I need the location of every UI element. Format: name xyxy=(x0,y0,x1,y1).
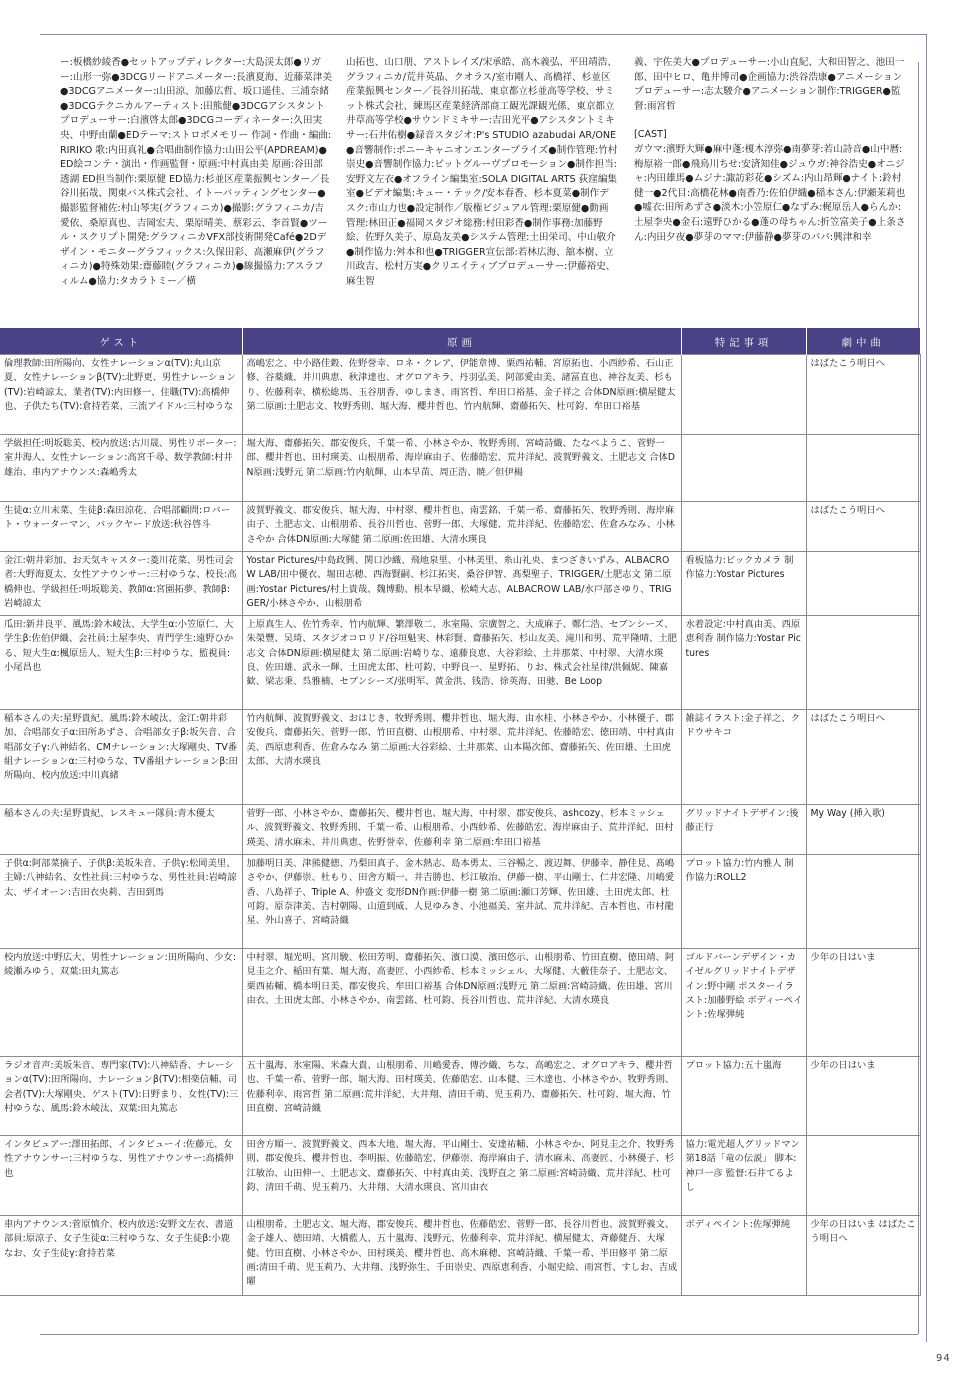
genga-cell: 中村翠、堀光明、宮川駿、松田芳明、齋藤拓矢、濱口漠、濱田悠示、山根朋希、竹田直樹、徳田靖、阿見圭之介、稲田有葉、堀大海、高妻匠、小西紗希、杉本ミッシェル、大塚健、大藪佳奈子、土肥志文、栗西祐輔、橋本明日美、郡安俊兵、牟田口裕基 合体DN原画:浅野元 第二原画:宮崎詩織、佐田雄、宮川由衣、土田虎太郎、小林さやか、南雲銘、杜可鈞、長谷川哲也、荒井洋紀、大清水瑛良 xyxy=(242,949,681,1057)
notes-cell: プロット協力:竹内雅人 制作協力:ROLL2 xyxy=(681,855,806,949)
genga-cell: 田舎方順一、波賀野義文、西本大地、堀大海、平山剛士、安達祐輔、小林さやか、阿見圭之介、牧野秀則、郡安俊兵、櫻井哲也、李明振、佐藤皓宏、伊藤崇、海岸麻由子、清水麻未、高妻匠、小林優子、杉江敏治、山田伸一、土肥志文、齋藤拓矢、中村真由美、浅野直之 第二原画:宮崎詩織、荒井洋紀、杜可鈞、清田千萌、児玉莉乃、大井翔、大清水瑛良、宮川由衣 xyxy=(242,1136,681,1216)
notes-cell: 看板協力:ビックカメラ 制作協力:Yostar Pictures xyxy=(681,552,806,616)
table-row xyxy=(0,1216,920,1296)
column-header-song: 劇中曲 xyxy=(806,328,920,355)
genga-cell: 菅野一郎、小林さやか、齋藤拓矢、櫻井哲也、堀大海、中村翠、郡安俊兵、ashcozy、杉本ミッシェル、波賀野義文、牧野秀則、千葉一希、山根朋希、小西紗希、佐藤皓宏、海岸麻由子、荒井洋紀、田村瑛美、清水麻未、井川典恵、佐野誉幸、佐藤利幸 第二原画:牟田口裕基 xyxy=(242,805,681,855)
page-number: 94 xyxy=(936,1353,951,1364)
credits-column-2 xyxy=(346,56,618,290)
notes-cell: ゴルドバーンデザイン・カイゼルグリッドナイトデザイン:野中剛 ポスターイラスト:加藤野絵 ボディーペイント:佐塚弾純 xyxy=(681,949,806,1057)
notes-cell xyxy=(681,435,806,502)
guest-cell: ラジオ音声:美坂朱音、専門家(TV):八神結香、ナレーションα(TV):田所陽向、ナレーションβ(TV):相楽信輔、司会者(TV):大塚剛央、ゲスト(TV):日野まり、女性(TV):三村ゆうな、風馬:鈴木崚汰、双葉:田丸篤志 xyxy=(0,1057,242,1136)
song-cell xyxy=(806,1136,920,1216)
credits-column-1 xyxy=(60,56,332,290)
genga-cell: 山根朋希、土肥志文、堀大海、郡安俊兵、櫻井哲也、佐藤皓宏、菅野一郎、長谷川哲也、波賀野義文、金子雄人、徳田靖、大橋藍人、五十嵐海、浅野元、佐藤利幸、荒井洋紀、横屋健太、斉藤健吾、大塚健、竹田直樹、小林さやか、田村瑛美、櫻井哲也、高木麻穂、宮崎詩織、千葉一希、半田修平 第二原画:清田千萌、児玉莉乃、大井翔、浅野弥生、千田崇史、西原恵利香、小堀史絵、雨宮哲、すしお、吉成曜 xyxy=(242,1216,681,1296)
guest-cell: 車内アナウンス:菅原慎介、校内放送:安野文左衣、書道部員:原涼子、女子生徒α:三村ゆうな、女子生徒β:小鹿なお、女子生徒γ:倉持若菜 xyxy=(0,1216,242,1296)
guest-cell: 生徒α:立川末菜、生徒β:森田涼花、合唱部顧問:ロバート・ウォーターマン、バックヤード放送:秋谷啓斗 xyxy=(0,502,242,552)
column-header-notes: 特記事項 xyxy=(681,328,806,355)
table-row xyxy=(0,855,920,949)
notes-cell: 協力:電光超人グリッドマン 第18話「竜の伝説」 脚本:神戸一彦 監督:石井てるよし xyxy=(681,1136,806,1216)
frame-bottom-line xyxy=(40,1334,918,1335)
song-cell: はばたこう明日へ xyxy=(806,710,920,805)
song-cell: はばたこう明日へ xyxy=(806,502,920,552)
table-row xyxy=(0,805,920,855)
song-cell: My Way (挿入歌) xyxy=(806,805,920,855)
guest-cell: インタビュアー:澤田拓郎、インタビューイ:佐藤元、女性アナウンサー:三村ゆうな、男性アナウンサー:高橋伸也 xyxy=(0,1136,242,1216)
genga-cell: 上原真生人、佐竹秀幸、竹内航輝、繁澤敬二、氷室陽、宗廣智之、大成麻子、鄭仁浩、セブンシーズ、朱榮豐、吴琦、スタジオコロリド/谷垣魁実、林彩賢、齋藤拓矢、杉山友美、滝川和男、荒平隆晴、土肥志文 合体DN原画:横屋健太 第二原画:岩崎りな、遠藤良恵、大谷彩絵、土井那菜、中村翠、大清水瑛良、佐田雄、武永一輝、土田虎太郎、杜可鈞、中野良一、星野拓、りお、株式会社星律/洪佩妮、陳嘉歓、梁志秉、呉雅楠、セブンシーズ/张明军、黄金洪、钱浩、徐英海、田驰、Be Loop xyxy=(242,616,681,710)
episode-credits-table xyxy=(0,328,921,1296)
frame-top-corner-line xyxy=(910,34,927,51)
credits-text: 義、宇佐美大●プロデューサー:小山直紀、大和田智之、池田一郎、田中ヒロ、亀井博司●企画協力:渋谷浩康●アニメーションプロデューサー:志太駿介●アニメーション制作:TRIGGER●監督:雨宮哲 xyxy=(634,57,905,112)
table-row xyxy=(0,616,920,710)
table-row xyxy=(0,435,920,502)
song-cell: 少年の日はいま xyxy=(806,949,920,1057)
guest-cell: 金江:朝井彩加、お天気キャスター:菱川花菜、男性司会者:大野海夏太、女性アナウンサー:三村ゆうな、校長:高橋伸也、学級担任:明坂聡美、教師α:宮園拓夢、教師β:岩崎諒太 xyxy=(0,552,242,616)
frame-right-line xyxy=(926,50,927,1342)
table-row xyxy=(0,710,920,805)
credits-text: 山拓也、山口朋、アストレイズ/宋承皓、高木義弘、平田靖浩、グラフィニカ/荒井英晶、クオラス/室市剛人、高橋祥、杉並区産業振興センター／長谷川拓哉、東京都立杉並高等学校、サミット株式会社、練馬区産業経済部商工観光課観光係、東京都立井草高等学校●サウンドミキサー:吉田光平●アシスタントミキサー:石井佑樹●録音スタジオ:P's STUDIO azabudai AR/ONE●音響制作:ポニーキャニオンエンタープライズ●制作管理:竹村崇史●音響制作協力:ビットグルーヴプロモーション●制作担当:安野文左衣●オフライン編集室:SOLA DIGITAL ARTS 荻窪編集室●ビデオ編集:キュー・テック/安本春香、杉本夏菜●制作デスク:市山力也●設定制作／版権ビジュアル管理:栗原健●動画管理:林田正●福岡スタジオ総務:村田彩香●制作事務:加藤野絵、佐野久美子、原島友美●システム管理:土田栄司、中山敬介●制作協力:舛本和也●TRIGGER宣伝部:若林広海、舘本樹、立川政吉、松村万実●クリエイティブプロデューサー:伊藤裕史、麻生智 xyxy=(346,57,618,287)
table-header-row xyxy=(0,328,920,355)
notes-cell xyxy=(681,355,806,435)
guest-cell: 校内放送:中野広大、男性ナレーション:田所陽向、少女:綾瀬みゆう、双葉:田丸篤志 xyxy=(0,949,242,1057)
guest-cell: 学級担任:明坂聡美、校内放送:古川晟、男性リポーター:室井海人、女性ナレーション:高宮千尋、数学教師:村井雄治、車内アナウンス:森嶋秀太 xyxy=(0,435,242,502)
table-row xyxy=(0,502,920,552)
notes-cell: グリッドナイトデザイン:後藤正行 xyxy=(681,805,806,855)
column-header-guest: ゲスト xyxy=(0,328,242,355)
credits-text: ー:板橋紗綾香●セットアップディレクター:大島渓太郎●リガー:山形一弥●3DCGリードアニメーター:長濱夏海、近藤菜津美●3DCGアニメーター:山田涼、加藤広哲、坂口遥佳、三浦奈緒●3DCGテクニカルアーティスト:田熊健●3DCGアシスタントプロデューサー:白濱啓太郎●3DCGコーディネーター:久田実央、中野由蘭●EDテーマ:ストロボメモリー 作詞・作曲・編曲:RIRIKO 歌:内田真礼●合唱曲制作協力:山田公平(APDREAM)●ED絵コンテ・演出・作画監督・原画:中村真由美 原画:谷田部透湖 ED担当制作:栗原健 ED協力:杉並区産業振興センター／長谷川拓哉、関東バス株式会社、イトーバッティングセンター●撮影監督補佐:村山琴実(グラフィニカ)●撮影:グラフィニカ/吉愛依、桑原真也、吉岡宏夫、栗原晴美、蔡彩云、李首賢●ツール・スクリプト開発:グラフィニカVFX部技術開発Café●2Dデザイン・モニターグラフィックス:久保田彩、高瀬麻伊(グラフィニカ)●特殊効果:齋藤睦(グラフィニカ)●線撮協力:アスラフィルム●協力:タカラトミー／横 xyxy=(60,57,332,287)
notes-cell: プロット協力:五十嵐海 xyxy=(681,1057,806,1136)
song-cell: 少年の日はいま xyxy=(806,1057,920,1136)
cast-heading: [CAST] xyxy=(634,129,667,141)
table-row xyxy=(0,1057,920,1136)
song-cell: 少年の日はいま はばたこう明日へ xyxy=(806,1216,920,1296)
song-cell xyxy=(806,616,920,710)
frame-top-line xyxy=(40,34,910,35)
guest-cell: 子供α:阿部菜摘子、子供β:美坂朱音、子供γ:松岡美里、主婦:八神結名、女性社員:三村ゆうな、男性社員:岩崎諒太、ザイオーン:吉田衣央莉、吉田到馬 xyxy=(0,855,242,949)
genga-cell: Yostar Pictures/中島政興、関口沙織、飛地泉里、小林美里、糸山礼央、まつざきいずみ、ALBACROW LAB/田中優衣、堀田志穂、西海賢嗣、杉江拓実、桑谷伊智、髙梨聖子、TRIGGER/土肥志文 第二原画:Yostar Pictures/村上貴哉、魏博勳、根本早織、松崎大志、ALBACROW LAB/水戸部さゆり、TRIGGER/小林さやか、山根朋希 xyxy=(242,552,681,616)
notes-cell: 雑誌イラスト:金子祥之、クドウサキコ xyxy=(681,710,806,805)
genga-cell: 加藤明日美、津熊健徳、乃梨田真子、金木熱志、島本勇太、三谷暢之、渡辺舞、伊藤幸、静佳見、髙嶋さやか、伊藤崇、杜もり、田舎方順一、井吉勝也、杉江敏治、伊藤一樹、平山剛士、仁井宏隆、川嶋愛香、八島祥子、Triple A、仲盛文 変形DN作画:伊藤一樹 第二原画:瀬口芳輝、佐田雄、土田虎太郎、杜可鈞、原奈津美、吉村朝陽、山道到威、人見ゆみき、小池福美、室井試、荒井洋紀、吉本哲也、市村龍星、外山喜子、宮崎詩織 xyxy=(242,855,681,949)
guest-cell: 稲本さんの夫:星野貴紀、風馬:鈴木崚汰、金江:朝井彩加、合唱部女子α:田所あずさ、合唱部女子β:坂矢音、合唱部女子γ:八神結名、CMナレーション:大塚剛央、TV番組ナレーションα:三村ゆうな、TV番組ナレーションβ:田所陽向、校内放送:中川真緒 xyxy=(0,710,242,805)
guest-cell: 倫理教師:田所陽向、女性ナレーションα(TV):丸山京夏、女性ナレーションβ(TV):北野更、男性ナレーション(TV):岩崎諒太、業者(TV):内田修一、住職(TV):高橋伸也、子供たち(TV):倉持若菜、三流アイドル:三村ゆうな xyxy=(0,355,242,435)
genga-cell: 五十嵐海、氷室陽、米森大貴、山根朋希、川嶋愛香、傳沙織、ちな、高嶋宏之、オグロアキラ、櫻井哲也、千葉一希、菅野一郎、堀大海、田村瑛美、佐藤皓宏、山本健、三木達也、小林さやか、牧野秀則、佐藤利幸、雨宮哲 第二原画:荒井洋紀、大井翔、清田千萌、児玉莉乃、齋藤拓矢、杜可鈞、堀大海、竹田直樹、宮崎詩織 xyxy=(242,1057,681,1136)
song-cell xyxy=(806,855,920,949)
song-cell xyxy=(806,435,920,502)
column-header-genga: 原画 xyxy=(242,328,681,355)
table-row xyxy=(0,355,920,435)
notes-cell: ボディペイント:佐塚弾純 xyxy=(681,1216,806,1296)
guest-cell: 稲本さんの夫:星野貴紀、レスキュー隊員:青木優太 xyxy=(0,805,242,855)
table-row xyxy=(0,552,920,616)
table-row xyxy=(0,949,920,1057)
notes-cell xyxy=(681,502,806,552)
genga-cell: 竹内航輝、波賀野義文、おはじき、牧野秀則、櫻井哲也、堀大海、由水桂、小林さやか、小林優子、郡安俊兵、齋藤拓矢、菅野一郎、竹田直樹、山根朋希、中村翠、荒井洋紀、佐藤皓宏、徳田靖、中村真由美、西原恵利香、佐倉みなみ 第二原画:大谷彩絵、土井那菜、山本陽次郎、齋藤拓矢、佐田雄、土田虎太郎、大清水瑛良 xyxy=(242,710,681,805)
credits-column-3 xyxy=(634,56,908,245)
genga-cell: 堀大海、齋藤拓矢、郡安俊兵、千葉一希、小林さやか、牧野秀則、宮崎詩織、たなべようこ、菅野一郎、櫻井哲也、田村瑛美、山根朋希、海岸麻由子、佐藤皓宏、荒井洋紀、波賀野義文、土肥志文 合体DN原画:浅野元 第二原画:竹内航輝、山本早苗、周正浩、暁／但伊楊 xyxy=(242,435,681,502)
guest-cell: 瓜田:新井良平、風馬:鈴木崚汰、大学生α:小笠原仁、大学生β:佐伯伊織、会社員:土屋李央、青門学生:遠野ひかる、短大生α:楓原岳人、短大生β:三村ゆうな、監視員:小尾昌也 xyxy=(0,616,242,710)
cast-list: ガウマ:濱野大輝●麻中蓬:榎木淳弥●南夢芽:若山詩音●山中暦:梅原裕一郎●飛鳥川ちせ:安済知佳●ジュウガ:神谷浩史●オニジャ:内田雄馬●ムジナ:諏訪彩花●シズム:内山昂輝●ナイト:鈴村健一●2代目:高橋花林●南香乃:佐伯伊織●稲本さん:伊瀬茉莉也●嘘衣:田所あずさ●淡木:小笠原仁●なずみ:梶原岳人●らんか:土屋李央●金石:遠野ひかる●蓬の母ちゃん:折笠富美子●上条さん:内田夕夜●夢芽のママ:伊藤静●夢芽のパパ:興津和幸 xyxy=(634,143,906,243)
song-cell xyxy=(806,552,920,616)
song-cell: はばたこう明日へ xyxy=(806,355,920,435)
notes-cell: 水着設定:中村真由美、西原恵利香 制作協力:Yostar Pictures xyxy=(681,616,806,710)
staff-credits xyxy=(60,56,910,316)
genga-cell: 波賀野義文、郡安俊兵、堀大海、中村翠、櫻井哲也、南雲銘、千葉一希、齋藤拓矢、牧野秀則、海岸麻由子、土肥志文、山根朋希、長谷川哲也、菅野一郎、大塚健、荒井洋紀、佐藤皓宏、佐倉みなみ、小林さやか 合体DN原画:大塚健 第二原画:佐田雄、大清水瑛良 xyxy=(242,502,681,552)
genga-cell: 高嶋宏之、中小路佳穀、佐野誉幸、ロネ・クレア、伊能章博、栗西祐輔、宮原拓也、小西紗希、石山正修、谷薬織、井川典恵、秋津達也、オグロアキラ、丹羽弘美、阿部愛由美、諸冨直也、神谷友美、杉もり、佐藤利幸、横松総馬、玉谷朋香、ゆしまき、雨宮哲、牟田口裕基、金子祥之 合体DN原画:横屋健太 第二原画:土肥志文、牧野秀則、堀大海、櫻井哲也、竹内航輝、齋藤拓矢、杜可鈞、牟田口裕基 xyxy=(242,355,681,435)
table-row xyxy=(0,1136,920,1216)
